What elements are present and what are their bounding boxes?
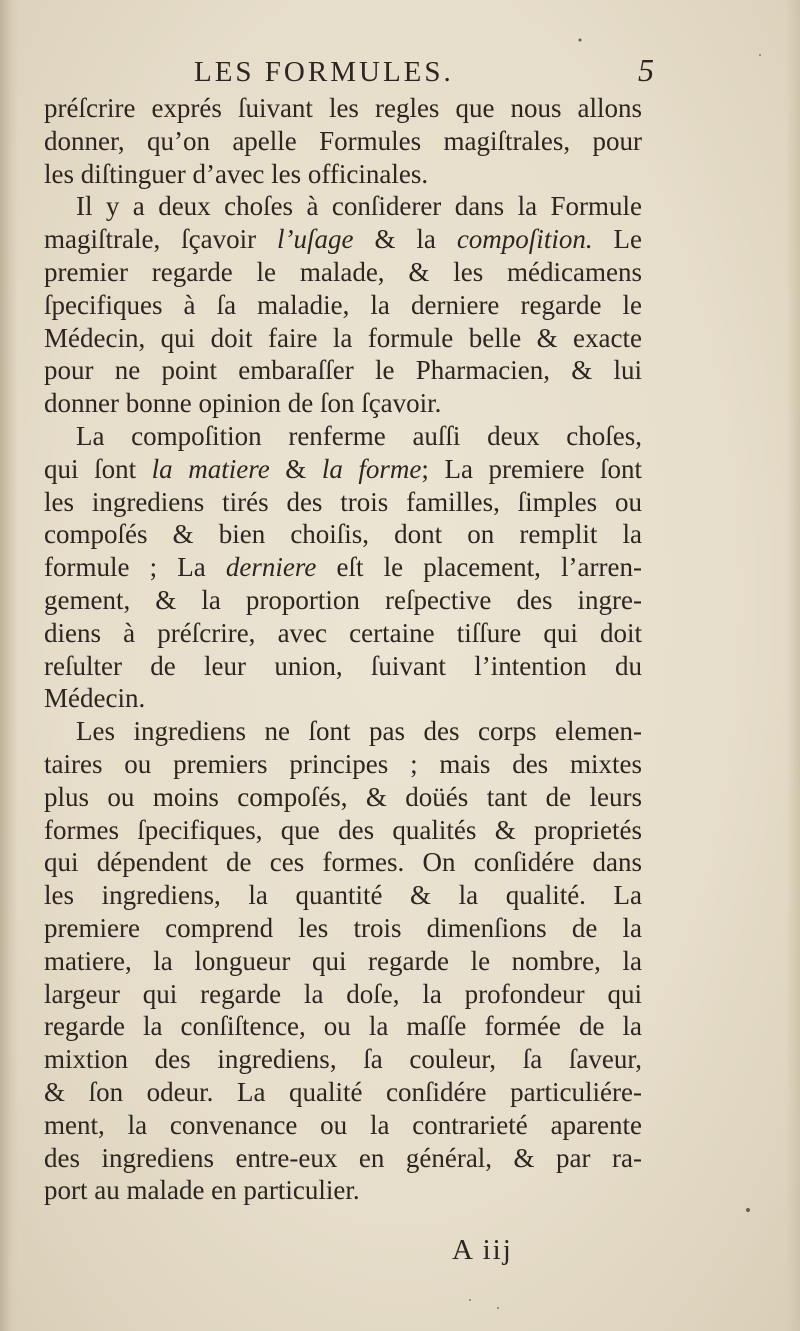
text-segment: largeur qui regarde la doſe, la profondeur qui (44, 978, 642, 1009)
text-segment: préſcrire exprés ſuivant les regles que nous allons (44, 93, 642, 123)
text-segment: ; La premiere ſont (421, 453, 642, 484)
text-segment: taires ou premiers principes ; mais des mixtes (44, 748, 642, 779)
text-segment: ſpecifiques à ſa maladie, la derniere regarde le (44, 289, 642, 320)
text-segment: les ingrediens, la quantité & la qualité. La (44, 880, 642, 911)
running-title: LES FORMULES. (194, 56, 454, 88)
italic-text: l’uſage (277, 224, 354, 255)
italic-text: la matiere (151, 453, 270, 484)
text-segment: regarde la conſiſtence, ou la maſſe formée de la (44, 1011, 642, 1042)
text-segment: Médecin, qui doit faire la formule belle & exacte (44, 322, 642, 353)
text-segment: les ingrediens tirés des trois familles, ſimples ou (44, 486, 642, 517)
italic-text: derniere (225, 552, 317, 583)
text-segment: les diſtinguer d’avec les officinales. (44, 158, 429, 189)
text-segment: magiſtrale, ſçavoir (44, 224, 278, 255)
text-segment: premiere comprend les trois dimenſions de la (44, 912, 642, 943)
text-segment: La compoſition renferme auſſi deux choſes, (76, 420, 642, 451)
text-segment: qui dépendent de ces formes. On conſidére dans (44, 847, 642, 878)
text-segment: qui ſont (44, 453, 152, 484)
page-number: 5 (638, 52, 654, 88)
text-segment: gement, & la proportion reſpective des ingre- (44, 584, 642, 615)
text-segment: port au malade en particulier. (44, 1175, 360, 1206)
text-segment: donner bonne opinion de ſon ſçavoir. (44, 388, 442, 419)
text-segment: premier regarde le malade, & les médicamens (44, 256, 642, 287)
text-segment: diens à préſcrire, avec certaine tiſſure qui doit (44, 617, 642, 648)
text-segment: compoſés & bien choiſis, dont on remplit la (44, 519, 642, 550)
text-segment: Il y a deux choſes à conſiderer dans la Formule (76, 191, 642, 222)
text-segment: reſulter de leur union, ſuivant l’intention du (44, 650, 642, 681)
text-segment: pour ne point embaraſſer le Pharmacien, & lui (44, 355, 642, 386)
text-segment: mixtion des ingrediens, ſa couleur, ſa ſaveur, (44, 1044, 642, 1075)
text-segment: & (269, 453, 322, 484)
italic-text: compoſition. (456, 224, 593, 255)
text-segment: des ingrediens entre-eux en général, & par ra- (44, 1142, 642, 1173)
italic-text: la forme (321, 453, 422, 484)
text-segment: plus ou moins compoſés, & doüés tant de leurs (44, 781, 642, 812)
text-segment: donner, qu’on apelle Formules magiſtrales, pour (44, 125, 642, 156)
text-segment: & la (353, 224, 457, 255)
text-segment: & ſon odeur. La qualité conſidére particuliére- (44, 1076, 642, 1107)
text-segment: matiere, la longueur qui regarde le nombre, la (44, 945, 642, 976)
text-segment: Médecin. (44, 683, 146, 714)
text-segment: ment, la convenance ou la contrarieté aparente (44, 1109, 642, 1140)
text-segment: eſt le placement, l’arren- (316, 552, 642, 583)
text-segment: formule ; La (44, 552, 226, 583)
text-segment: formes ſpecifiques, que des qualités & proprietés (44, 814, 642, 845)
text-segment: Le (592, 224, 642, 255)
signature-mark: A iij (452, 1234, 513, 1266)
text-segment: Les ingrediens ne ſont pas des corps elemen- (76, 716, 642, 747)
